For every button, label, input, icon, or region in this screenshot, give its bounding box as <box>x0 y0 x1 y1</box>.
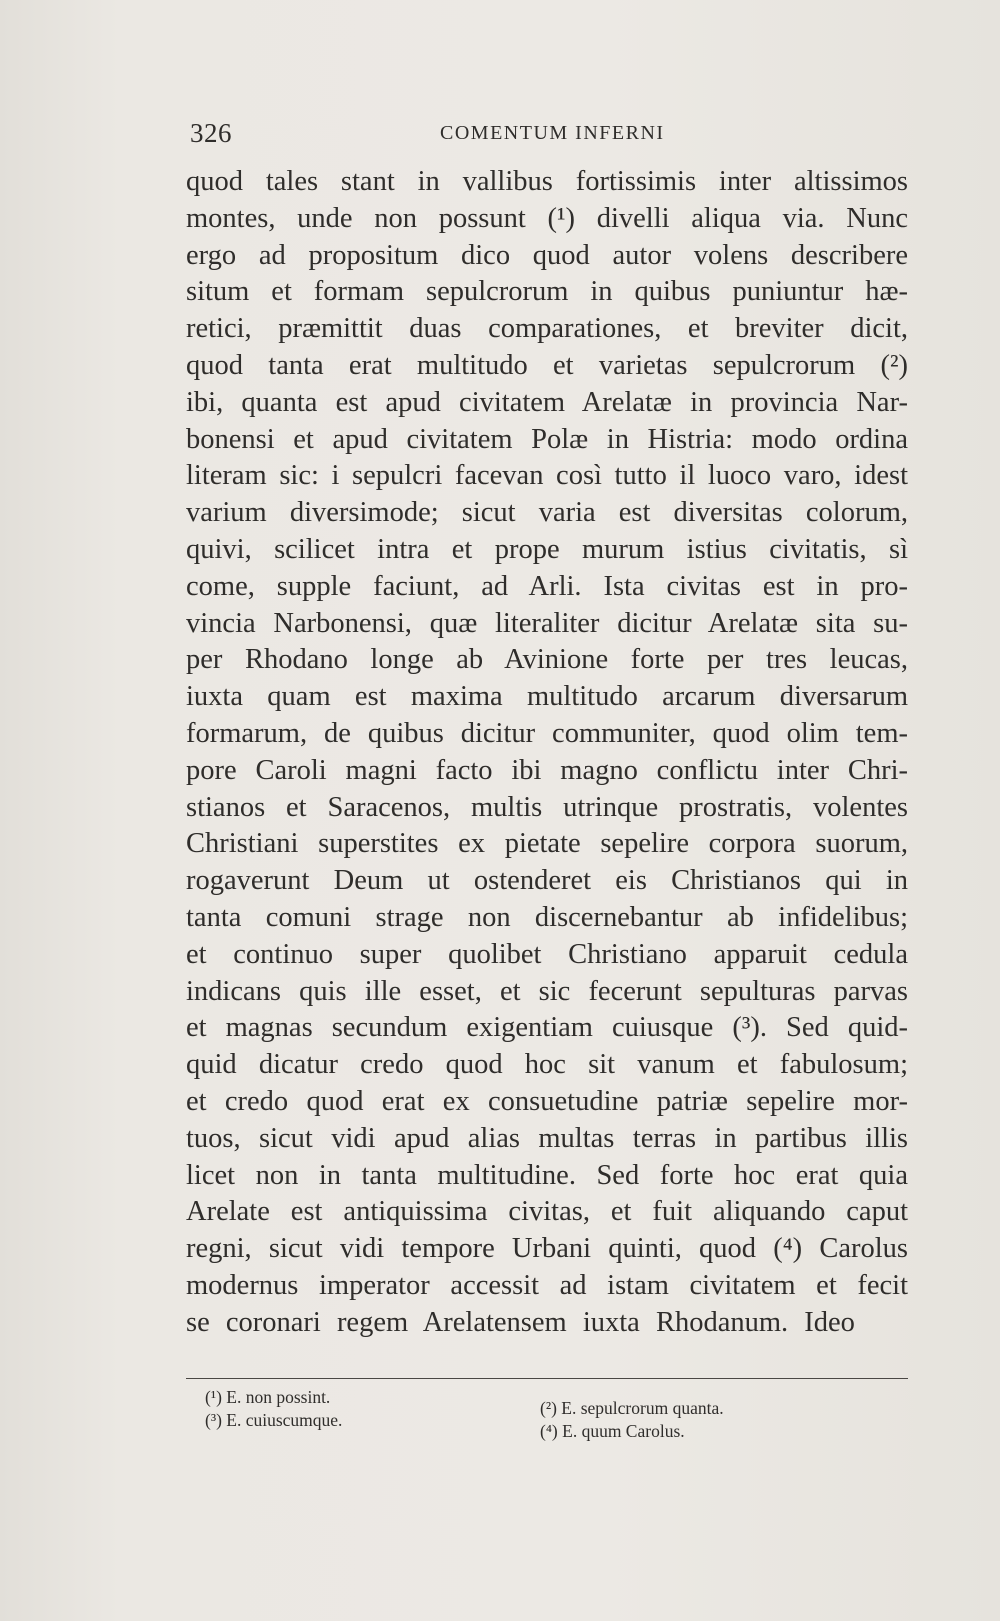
text-line: pore Caroli magni facto ibi magno conflictu inter Chri- <box>186 754 908 786</box>
text-line: literam sic: i sepulcri facevan così tutto il luoco varo, idest <box>186 460 908 492</box>
text-line: quod tanta erat multitudo et varietas sepulcrorum (²) <box>186 349 908 381</box>
text-line: tuos, sicut vidi apud alias multas terras in partibus illis <box>186 1122 908 1154</box>
text-line: tanta comuni strage non discernebantur ab infidelibus; <box>186 901 908 933</box>
text-line: iuxta quam est maxima multitudo arcarum diversarum <box>186 681 908 713</box>
body-text <box>186 164 908 1342</box>
text-line: et magnas secundum exigentiam cuiusque (³). Sed quid- <box>186 1012 908 1044</box>
text-line: quod tales stant in vallibus fortissimis inter altissimos <box>186 166 908 197</box>
text-line: ergo ad propositum dico quod autor volens describere <box>186 239 908 271</box>
text-line: et continuo super quolibet Christiano apparuit cedula <box>186 938 908 970</box>
footnote-2: (²) E. sepulcrorum quanta. <box>540 1398 724 1418</box>
running-head: COMENTUM INFERNI <box>440 122 665 144</box>
text-line: Christiani superstites ex pietate sepelire corpora suorum, <box>186 828 908 860</box>
text-line: regni, sicut vidi tempore Urbani quinti, quod (⁴) Carolus <box>186 1233 908 1265</box>
text-line: et credo quod erat ex consuetudine patriæ sepelire mor- <box>186 1085 908 1117</box>
text-line: se coronari regem Arelatensem iuxta Rhodanum. Ideo <box>186 1306 855 1338</box>
text-line: ibi, quanta est apud civitatem Arelatæ in provincia Nar- <box>186 386 908 418</box>
text-line: per Rhodano longe ab Avinione forte per tres leucas, <box>186 644 908 676</box>
footnote-3: (³) E. cuiuscumque. <box>205 1410 343 1430</box>
footnote-divider <box>186 1378 908 1379</box>
text-line: licet non in tanta multitudine. Sed forte hoc erat quia <box>186 1159 908 1191</box>
text-line: formarum, de quibus dicitur communiter, quod olim tem- <box>186 717 908 749</box>
page-header <box>190 118 910 154</box>
text-line: modernus imperator accessit ad istam civitatem et fecit <box>186 1269 908 1301</box>
footnote-4: (⁴) E. quum Carolus. <box>540 1421 685 1441</box>
text-line: bonensi et apud civitatem Polæ in Histria: modo ordina <box>186 423 908 455</box>
text-line: situm et formam sepulcrorum in quibus puniuntur hæ- <box>186 276 908 308</box>
page-number: 326 <box>190 118 232 148</box>
text-line: montes, unde non possunt (¹) divelli aliqua via. Nunc <box>186 202 908 234</box>
text-line: vincia Narbonensi, quæ literaliter dicitur Arelatæ sita su- <box>186 607 908 639</box>
text-line: come, supple faciunt, ad Arli. Ista civitas est in pro- <box>186 570 908 602</box>
text-line: quivi, scilicet intra et prope murum istius civitatis, sì <box>186 533 908 565</box>
text-line: stianos et Saracenos, multis utrinque prostratis, volentes <box>186 791 908 823</box>
text-line: rogaverunt Deum ut ostenderet eis Christianos qui in <box>186 865 908 897</box>
text-line: quid dicatur credo quod hoc sit vanum et fabulosum; <box>186 1049 908 1081</box>
text-line: indicans quis ille esset, et sic fecerunt sepulturas parvas <box>186 975 908 1007</box>
footnote-1: (¹) E. non possint. <box>205 1387 331 1407</box>
text-line: retici, præmittit duas comparationes, et breviter dicit, <box>186 313 908 345</box>
text-line: Arelate est antiquissima civitas, et fuit aliquando caput <box>186 1196 908 1228</box>
text-line: varium diversimode; sicut varia est diversitas colorum, <box>186 497 908 529</box>
